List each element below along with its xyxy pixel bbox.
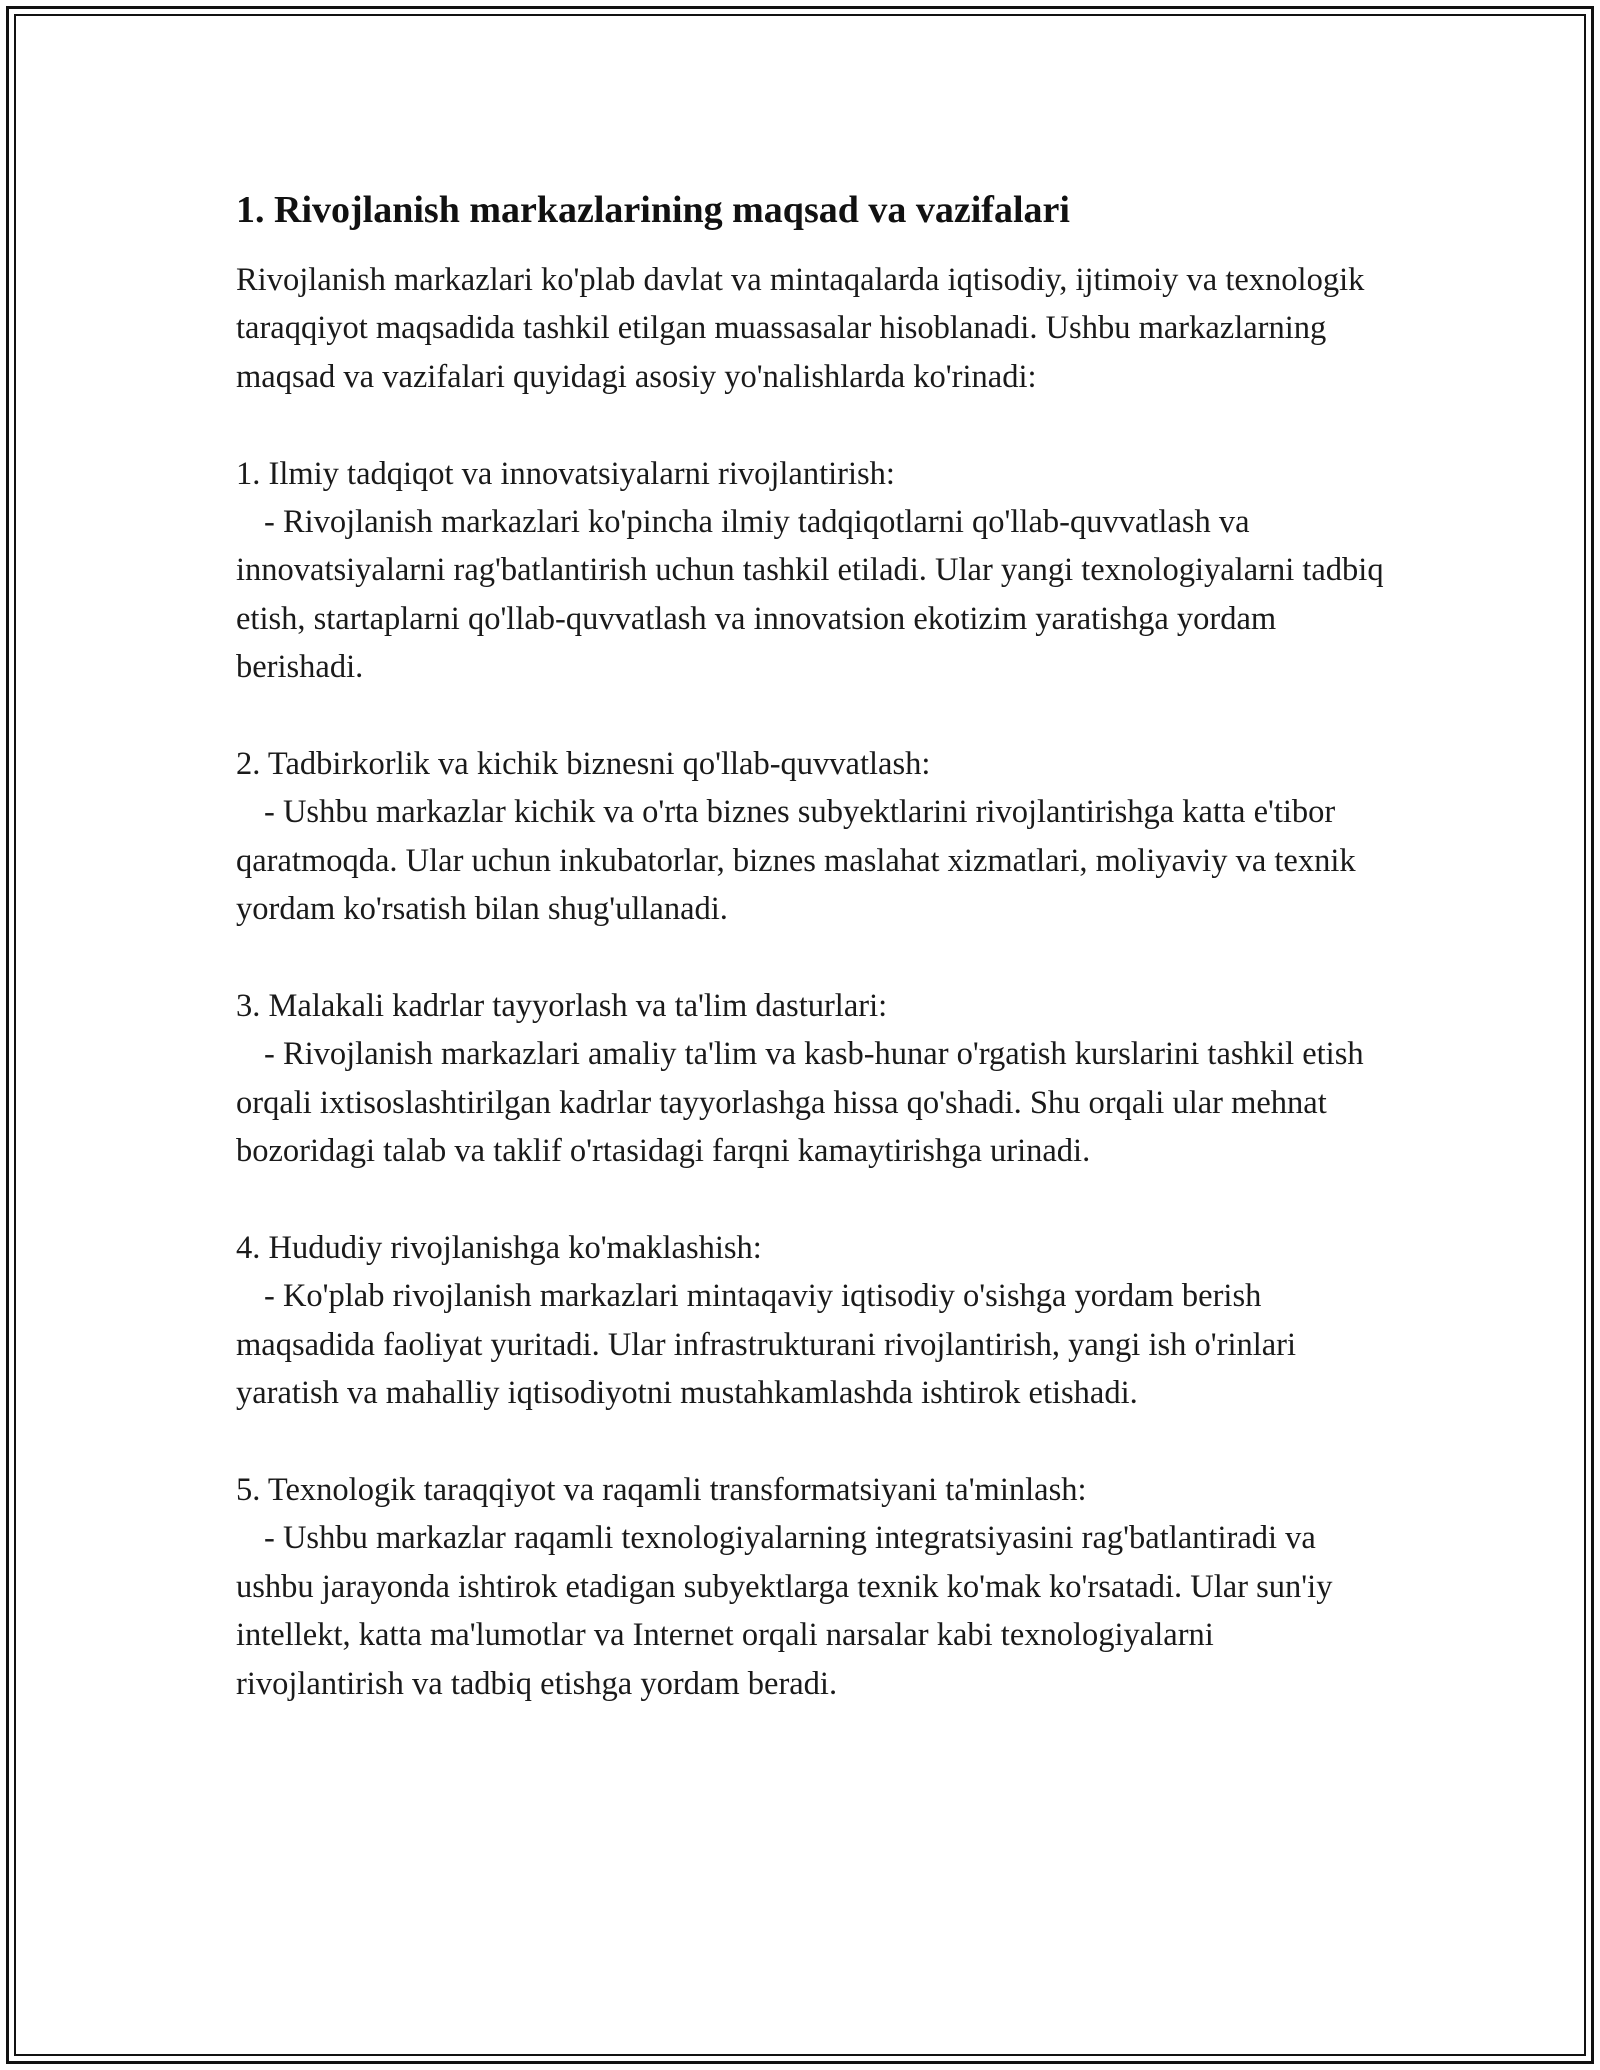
intro-paragraph: Rivojlanish markazlari ko'plab davlat va mintaqalarda iqtisodiy, ijtimoiy va texnologik taraqqiyot maqsadida tashkil etilgan muassasalar hisoblanadi. Ushbu markazlarning maqsad va vazifalari quyidagi asosiy yo'nalishlarda ko'rinadi: bbox=[236, 262, 1365, 395]
page-title: 1. Rivojlanish markazlarining maqsad va vazifalari bbox=[236, 189, 1070, 231]
document-body bbox=[236, 186, 1386, 1708]
section-title: 4. Hududiy rivojlanishga ko'maklashish: bbox=[236, 1230, 762, 1267]
section-body: - Rivojlanish markazlari ko'pincha ilmiy tadqiqotlarni qo'llab-quvvatlash va innovatsiyalarni rag'batlantirish uchun tashkil etiladi. Ular yangi texnologiyalarni tadbiq etish, startaplarni qo'llab-quvvatlash va innovatsion ekotizim yaratishga yordam berishadi. bbox=[236, 504, 1384, 686]
section-2 bbox=[236, 740, 1386, 934]
section-body: - Ushbu markazlar kichik va o'rta biznes subyektlarini rivojlantirishga katta e'tibor qaratmoqda. Ular uchun inkubatorlar, biznes maslahat xizmatlari, moliyaviy va texnik yordam ko'rsatish bilan shug'ullanadi. bbox=[236, 794, 1356, 928]
section-4 bbox=[236, 1224, 1386, 1418]
section-body: - Ushbu markazlar raqamli texnologiyalarning integratsiyasini rag'batlantiradi va ushbu jarayonda ishtirok etadigan subyektlarga texnik ko'mak ko'rsatadi. Ular sun'iy intellekt, katta ma'lumotlar va Internet orqali narsalar kabi texnologiyalarni rivojlantirish va tadbiq etishga yordam beradi. bbox=[236, 1520, 1333, 1702]
section-3 bbox=[236, 982, 1386, 1176]
section-title: 2. Tadbirkorlik va kichik biznesni qo'llab-quvvatlash: bbox=[236, 746, 931, 783]
section-body: - Rivojlanish markazlari amaliy ta'lim va kasb-hunar o'rgatish kurslarini tashkil etish orqali ixtisoslashtirilgan kadrlar tayyorlashga hissa qo'shadi. Shu orqali ular mehnat bozoridagi talab va taklif o'rtasidagi farqni kamaytirishga urinadi. bbox=[236, 1036, 1364, 1170]
section-1 bbox=[236, 450, 1386, 692]
section-5 bbox=[236, 1466, 1386, 1708]
section-title: 1. Ilmiy tadqiqot va innovatsiyalarni rivojlantirish: bbox=[236, 455, 895, 492]
section-title: 3. Malakali kadrlar tayyorlash va ta'lim dasturlari: bbox=[236, 988, 888, 1025]
section-title: 5. Texnologik taraqqiyot va raqamli transformatsiyani ta'minlash: bbox=[236, 1472, 1087, 1509]
section-body: - Ko'plab rivojlanish markazlari mintaqaviy iqtisodiy o'sishga yordam berish maqsadida faoliyat yuritadi. Ular infrastrukturani rivojlantirish, yangi ish o'rinlari yaratish va mahalliy iqtisodiyotni mustahkamlashda ishtirok etishadi. bbox=[236, 1278, 1297, 1412]
